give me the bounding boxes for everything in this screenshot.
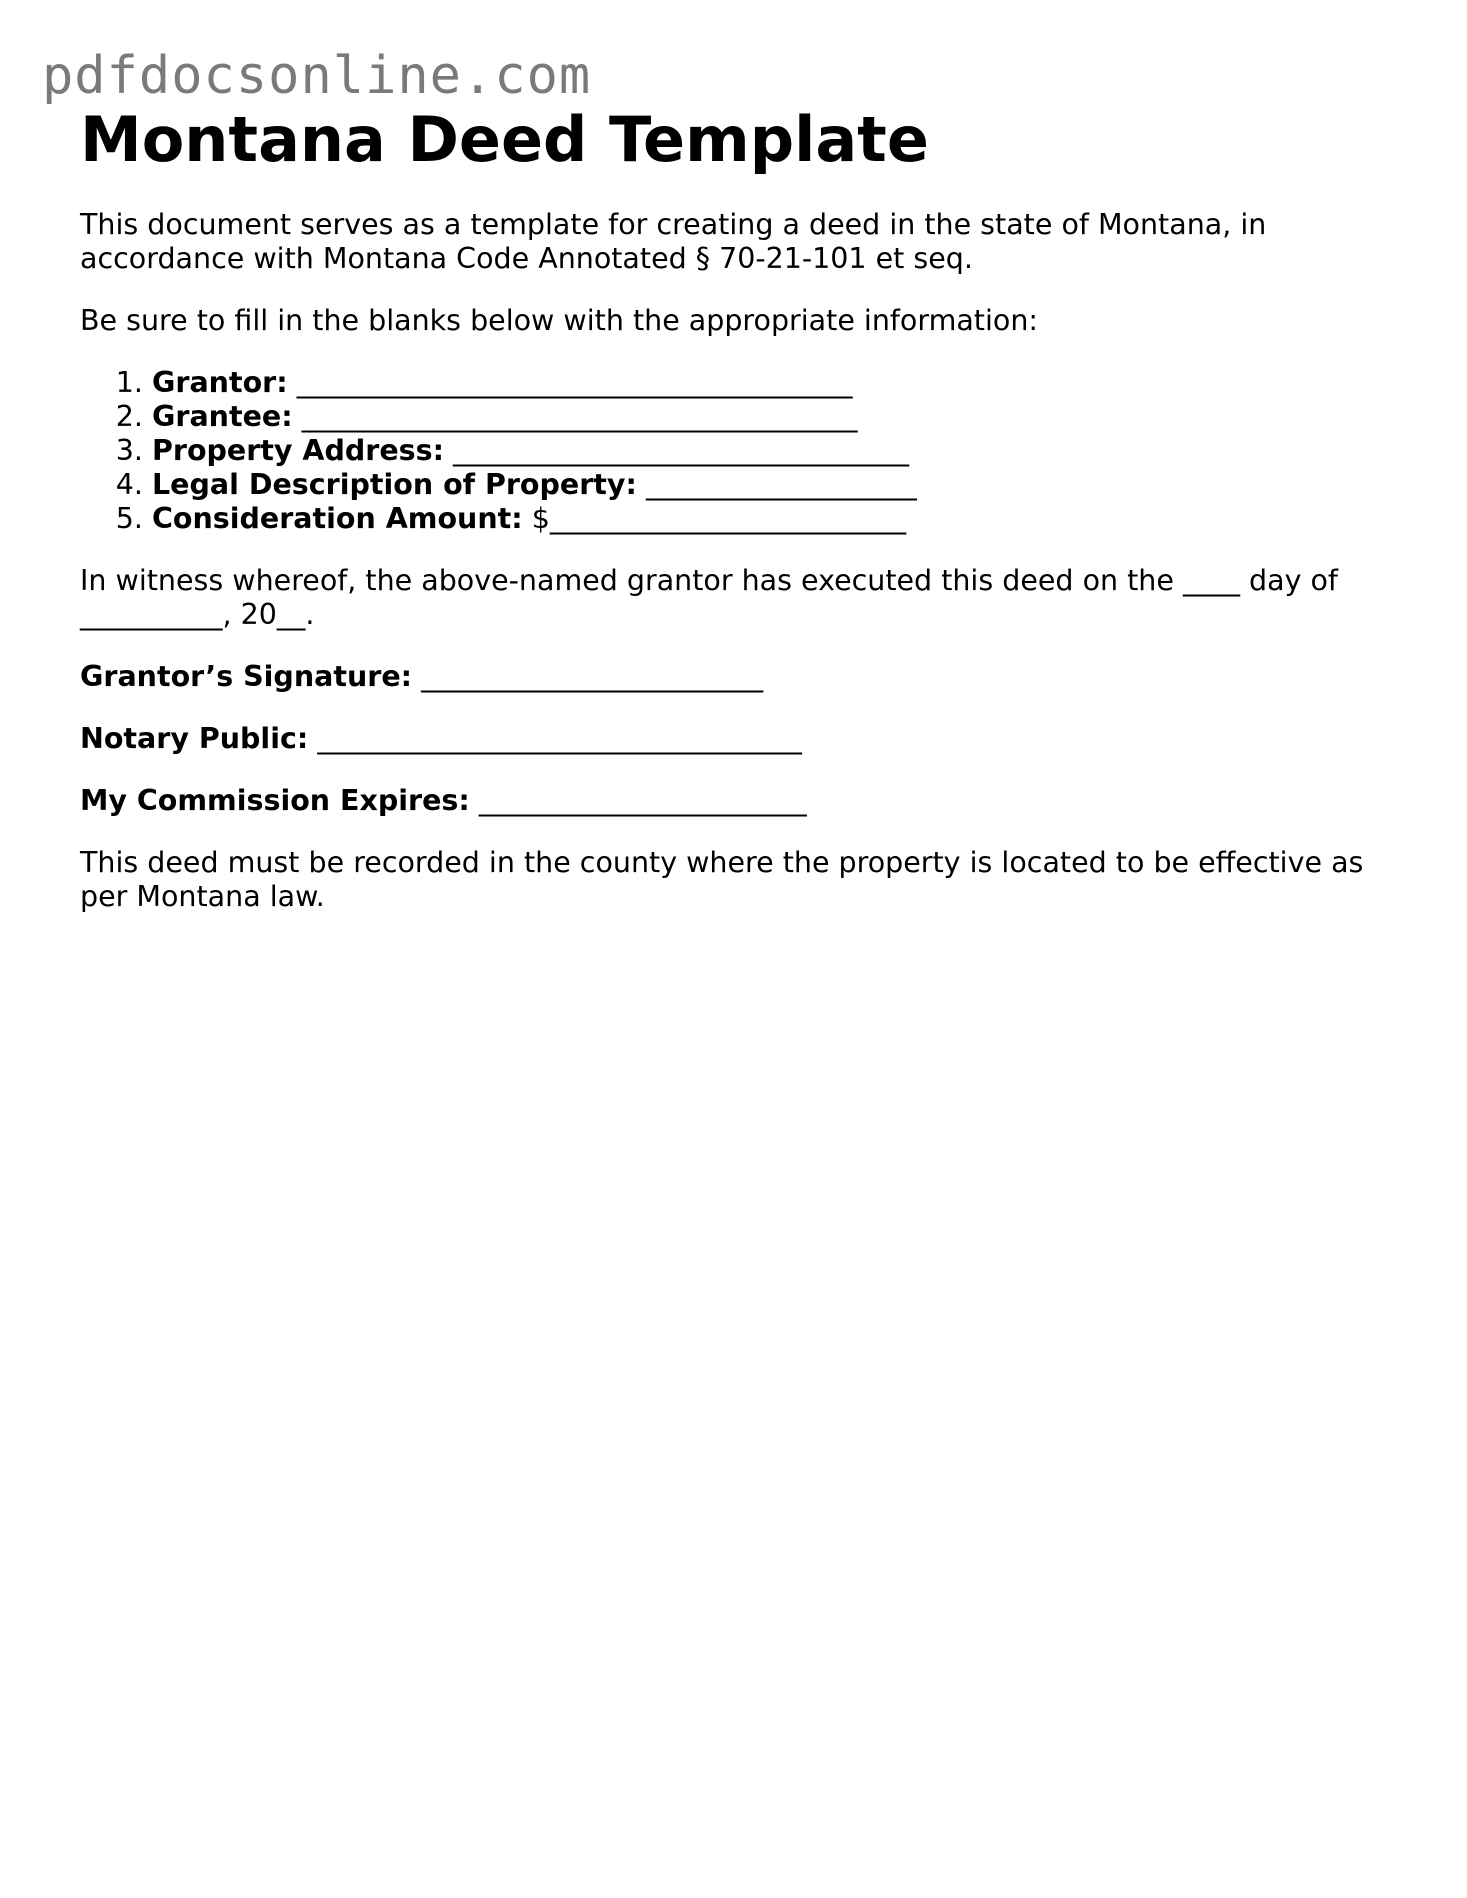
grantor-signature-line — [80, 660, 1390, 694]
notary-public-line — [80, 722, 1390, 756]
document-title: Montana Deed Template — [80, 103, 929, 176]
field-label: Grantee: — [152, 400, 293, 433]
list-item-legal-description — [152, 468, 1390, 502]
list-item-property-address — [152, 434, 1390, 468]
list-item-grantee — [152, 400, 1390, 434]
notary-blank[interactable]: __________________________________ — [308, 722, 802, 755]
witness-paragraph: In witness whereof, the above-named grantor has executed this deed on the ____ day of __________, 20__. — [80, 564, 1338, 631]
field-label: Consideration Amount: — [152, 502, 523, 535]
property-address-blank[interactable]: ________________________________ — [444, 434, 910, 467]
field-label: Legal Description of Property: — [152, 468, 637, 501]
legal-description-blank[interactable]: ___________________ — [636, 468, 917, 501]
grantee-blank[interactable]: _______________________________________ — [292, 400, 858, 433]
closing-paragraph: This deed must be recorded in the county where the property is located to be effective as per Montana law. — [80, 846, 1364, 913]
consideration-amount-blank[interactable]: $_________________________ — [522, 502, 907, 535]
commission-blank[interactable]: _______________________ — [469, 784, 807, 817]
signature-blank[interactable]: ________________________ — [412, 660, 764, 693]
instructions-paragraph: Be sure to fill in the blanks below with the appropriate information: — [80, 304, 1039, 337]
fields-list — [80, 366, 1390, 536]
signature-label: Grantor’s Signature: — [80, 660, 413, 693]
field-label: Grantor: — [152, 366, 288, 399]
list-item-consideration-amount — [152, 502, 1390, 536]
commission-label: My Commission Expires: — [80, 784, 470, 817]
notary-label: Notary Public: — [80, 722, 309, 755]
list-item-grantor — [152, 366, 1390, 400]
intro-paragraph: This document serves as a template for creating a deed in the state of Montana, in accordance with Montana Code Annotated § 70-21-101 et seq. — [80, 208, 1267, 275]
watermark: pdfdocsonline.com — [42, 46, 592, 106]
document-body — [80, 102, 1390, 914]
field-label: Property Address: — [152, 434, 444, 467]
commission-expires-line — [80, 784, 1390, 818]
grantor-blank[interactable]: _______________________________________ — [287, 366, 853, 399]
